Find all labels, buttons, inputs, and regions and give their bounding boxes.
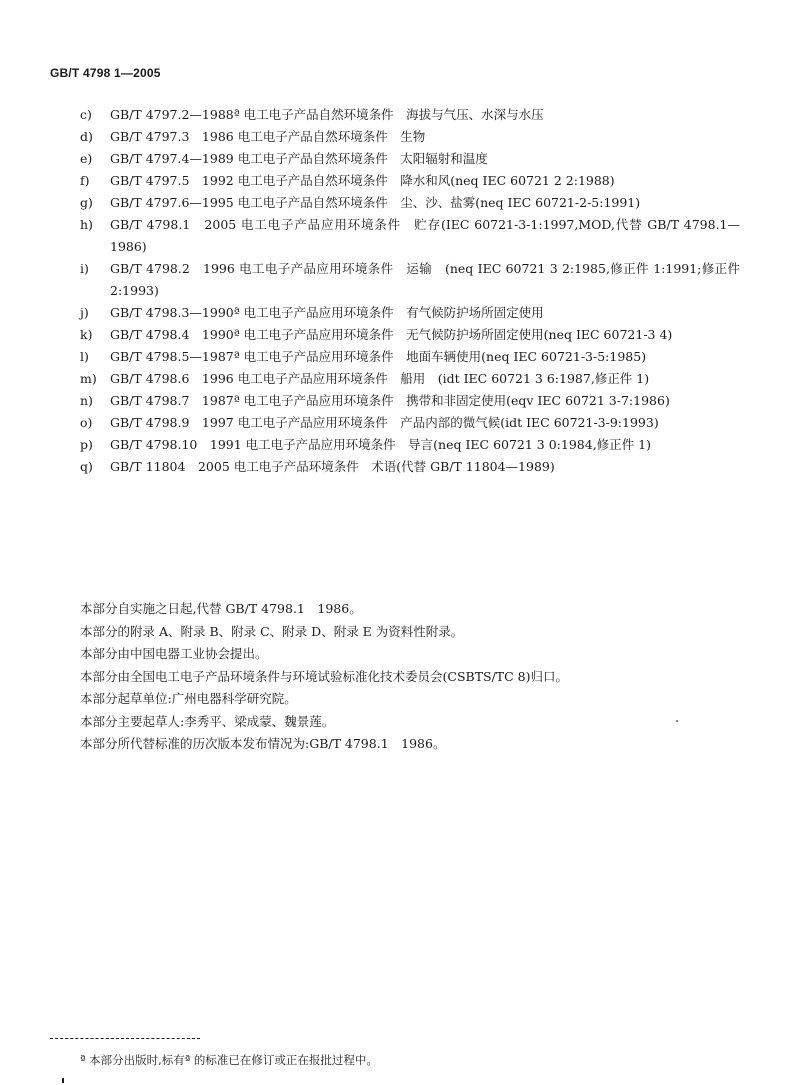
list-item (80, 324, 740, 346)
list-item-marker: c) (80, 107, 92, 122)
list-item (80, 390, 740, 412)
list-item (80, 434, 740, 456)
list-item-text: GB/T 4797.4—1989 电工电子产品自然环境条件 太阳辐射和温度 (110, 151, 488, 166)
list-item (80, 148, 740, 170)
list-item (80, 170, 740, 192)
scan-mark (62, 1078, 64, 1083)
list-item-text: GB/T 4798.10 1991 电工电子产品应用环境条件 导言(neq IEC 60721 3 0:1984,修正件 1) (110, 437, 651, 452)
list-item-marker: e) (80, 151, 93, 166)
list-item-marker: f) (80, 173, 90, 188)
paragraph: 本部分自实施之日起,代替 GB/T 4798.1 1986。 (80, 601, 362, 616)
standards-list (80, 104, 740, 478)
list-item-marker: g) (80, 195, 93, 210)
list-item-marker: d) (80, 129, 93, 144)
list-item (80, 456, 740, 478)
list-item-marker: o) (80, 415, 93, 430)
paragraph: 本部分主要起草人:李秀平、梁成蒙、魏景莲。 (80, 713, 335, 729)
list-item-marker: l) (80, 349, 89, 364)
list-item (80, 104, 740, 126)
list-item-marker: m) (80, 371, 97, 386)
list-item-marker: p) (80, 437, 93, 452)
list-item (80, 192, 740, 214)
paragraph: 本部分的附录 A、附录 B、附录 C、附录 D、附录 E 为资料性附录。 (80, 623, 464, 639)
list-item-marker: n) (80, 393, 93, 408)
list-item-marker: k) (80, 327, 93, 342)
list-item-text: GB/T 4798.6 1996 电工电子产品应用环境条件 船用 (idt IEC 60721 3 6:1987,修正件 1) (110, 371, 650, 386)
list-item (80, 258, 740, 302)
list-item-text: GB/T 4797.2—1988ª 电工电子产品自然环境条件 海拔与气压、水深与水压 (110, 107, 544, 122)
list-item-marker: j) (80, 305, 89, 320)
list-item-text: GB/T 4798.5—1987ª 电工电子产品应用环境条件 地面车辆使用(neq IEC 60721-3-5:1985) (110, 349, 647, 364)
list-item-text: GB/T 4798.7 1987ª 电工电子产品应用环境条件 携带和非固定使用(eqv IEC 60721 3-7:1986) (110, 393, 670, 408)
scan-speck (676, 720, 678, 722)
list-item-text: GB/T 4798.4 1990ª 电工电子产品应用环境条件 无气候防护场所固定使用(neq IEC 60721-3 4) (110, 327, 673, 342)
footnote: ª 本部分出版时,标有ª 的标准已在修订或正在报批过程中。 (80, 1053, 378, 1067)
list-item-marker: i) (80, 261, 89, 276)
paragraph: 本部分所代替标准的历次版本发布情况为:GB/T 4798.1 1986。 (80, 736, 446, 751)
foreword-paragraphs (80, 598, 740, 756)
list-item-marker: q) (80, 459, 93, 474)
footnote-separator (50, 1038, 200, 1039)
list-item (80, 302, 740, 324)
list-item (80, 126, 740, 148)
document-number-header: GB/T 4798 1—2005 (50, 66, 161, 80)
paragraph: 本部分由中国电器工业协会提出。 (80, 646, 268, 661)
list-item (80, 412, 740, 434)
list-item-text: GB/T 4798.9 1997 电工电子产品应用环境条件 产品内部的微气候(idt IEC 60721-3-9:1993) (110, 415, 659, 430)
list-item-text: GB/T 4797.6—1995 电工电子产品自然环境条件 尘、沙、盐雾(neq IEC 60721-2-5:1991) (110, 195, 641, 210)
list-item (80, 346, 740, 368)
paragraph: 本部分由全国电工电子产品环境条件与环境试验标准化技术委员会(CSBTS/TC 8)归口。 (80, 668, 569, 684)
list-item-marker: h) (80, 217, 93, 232)
list-item-text: GB/T 11804 2005 电工电子产品环境条件 术语(代替 GB/T 11804—1989) (110, 459, 555, 474)
list-item-text: GB/T 4797.5 1992 电工电子产品自然环境条件 降水和风(neq IEC 60721 2 2:1988) (110, 173, 615, 188)
list-item-text: GB/T 4798.2 1996 电工电子产品应用环境条件 运输 (neq IEC 60721 3 2:1985,修正件 1:1991;修正件 2:1993) (110, 261, 740, 298)
paragraph: 本部分起草单位:广州电器科学研究院。 (80, 691, 297, 706)
list-item-text: GB/T 4798.3—1990ª 电工电子产品应用环境条件 有气候防护场所固定使用 (110, 305, 544, 320)
list-item (80, 368, 740, 390)
list-item-text: GB/T 4798.1 2005 电工电子产品应用环境条件 贮存(IEC 60721-3-1:1997,MOD,代替 GB/T 4798.1—1986) (110, 217, 740, 254)
list-item-text: GB/T 4797.3 1986 电工电子产品自然环境条件 生物 (110, 129, 426, 144)
list-item (80, 214, 740, 258)
